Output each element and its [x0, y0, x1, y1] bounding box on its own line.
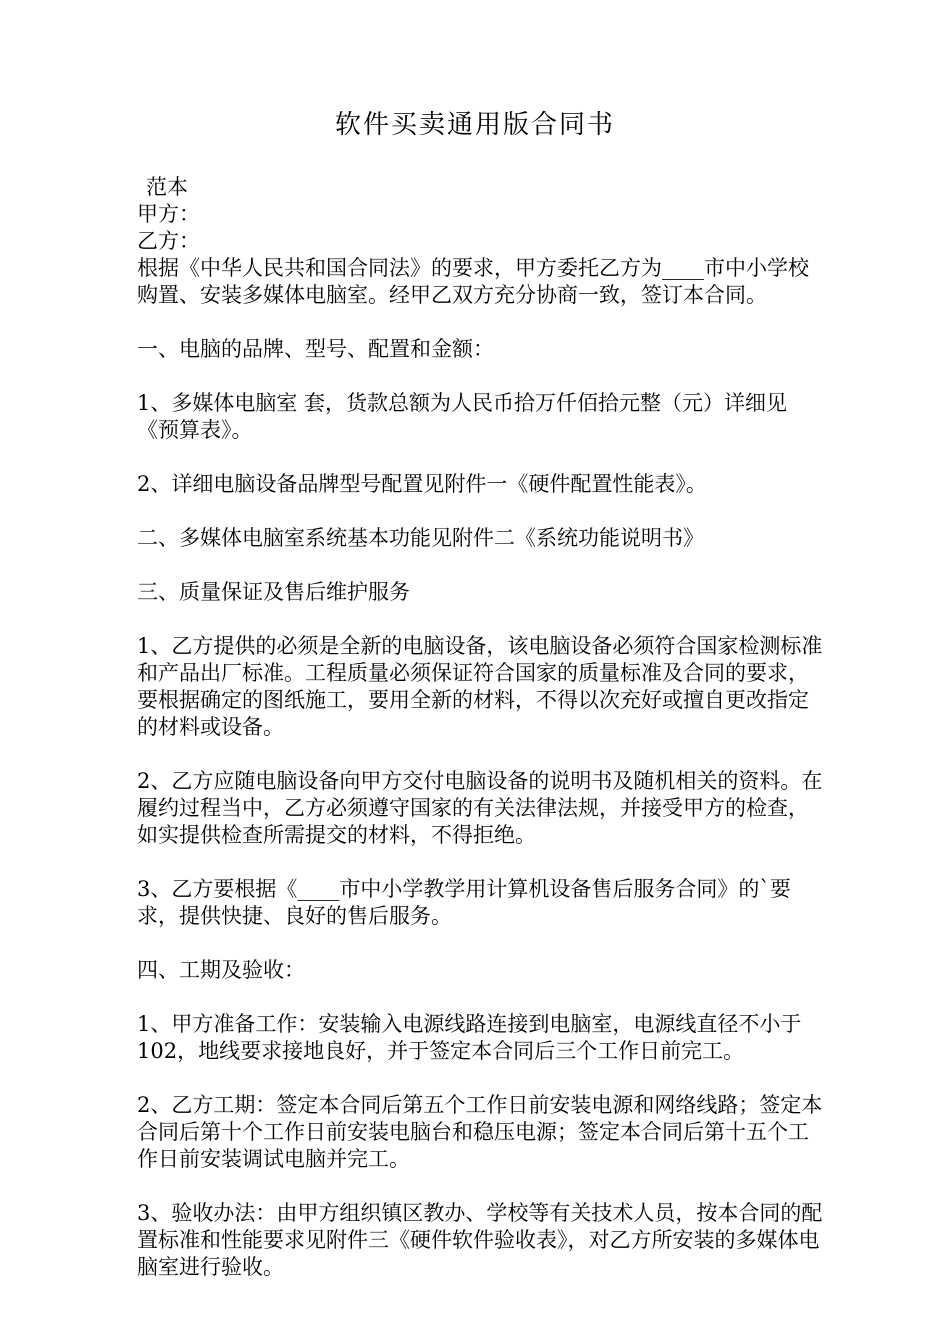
clause-3-2: 2、乙方应随电脑设备向甲方交付电脑设备的说明书及随机相关的资料。在履约过程当中，乙方必须遵守国家的有关法律法规，并接受甲方的检查，如实提供检查所需提交的材料，不得拒绝。 — [137, 769, 823, 847]
document-title: 软件买卖通用版合同书 — [334, 110, 615, 140]
intro-paragraph: 根据《中华人民共和国合同法》的要求，甲方委托乙方为____市中小学校购置、安装多媒体电脑室。经甲乙双方充分协商一致，签订本合同。 — [137, 256, 809, 307]
section-heading-4: 四、工期及验收： — [137, 958, 305, 982]
section-heading-1: 一、电脑的品牌、型号、配置和金额： — [137, 337, 494, 361]
clause-1-2: 2、详细电脑设备品牌型号配置见附件一《硬件配置性能表》。 — [137, 472, 707, 496]
clause-4-2: 2、乙方工期：签定本合同后第五个工作日前安装电源和网络线路；签定本合同后第十个工作日前安装电脑台和稳压电源；签定本合同后第十五个工作日前安装调试电脑并完工。 — [137, 1093, 823, 1171]
section-heading-2: 二、多媒体电脑室系统基本功能见附件二《系统功能说明书》 — [137, 526, 704, 550]
clause-3-1: 1、乙方提供的必须是全新的电脑设备，该电脑设备必须符合国家检测标准和产品出厂标准。工程质量必须保证符合国家的质量标准及合同的要求，要根据确定的图纸施工，要用全新的材料，不得以次充好或擅自更改指定的材料或设备。 — [137, 634, 823, 739]
section-heading-3: 三、质量保证及售后维护服务 — [137, 580, 410, 604]
party-a-label: 甲方： — [137, 202, 200, 226]
clause-4-1: 1、甲方准备工作：安装输入电源线路连接到电脑室，电源线直径不小于102，地线要求接地良好，并于签定本合同后三个工作日前完工。 — [137, 1012, 802, 1063]
party-b-label: 乙方： — [137, 229, 200, 253]
clause-1-1: 1、多媒体电脑室 套，货款总额为人民币拾万仟佰拾元整（元）详细见《预算表》。 — [137, 391, 788, 442]
clause-4-3: 3、验收办法：由甲方组织镇区教办、学校等有关技术人员，按本合同的配置标准和性能要求见附件三《硬件软件验收表》，对乙方所安装的多媒体电脑室进行验收。 — [137, 1201, 823, 1279]
sample-label: 范本 — [146, 175, 188, 199]
document-body — [137, 174, 827, 1281]
clause-3-3: 3、乙方要根据《____市中小学教学用计算机设备售后服务合同》的`要求，提供快捷、良好的售后服务。 — [137, 877, 791, 928]
